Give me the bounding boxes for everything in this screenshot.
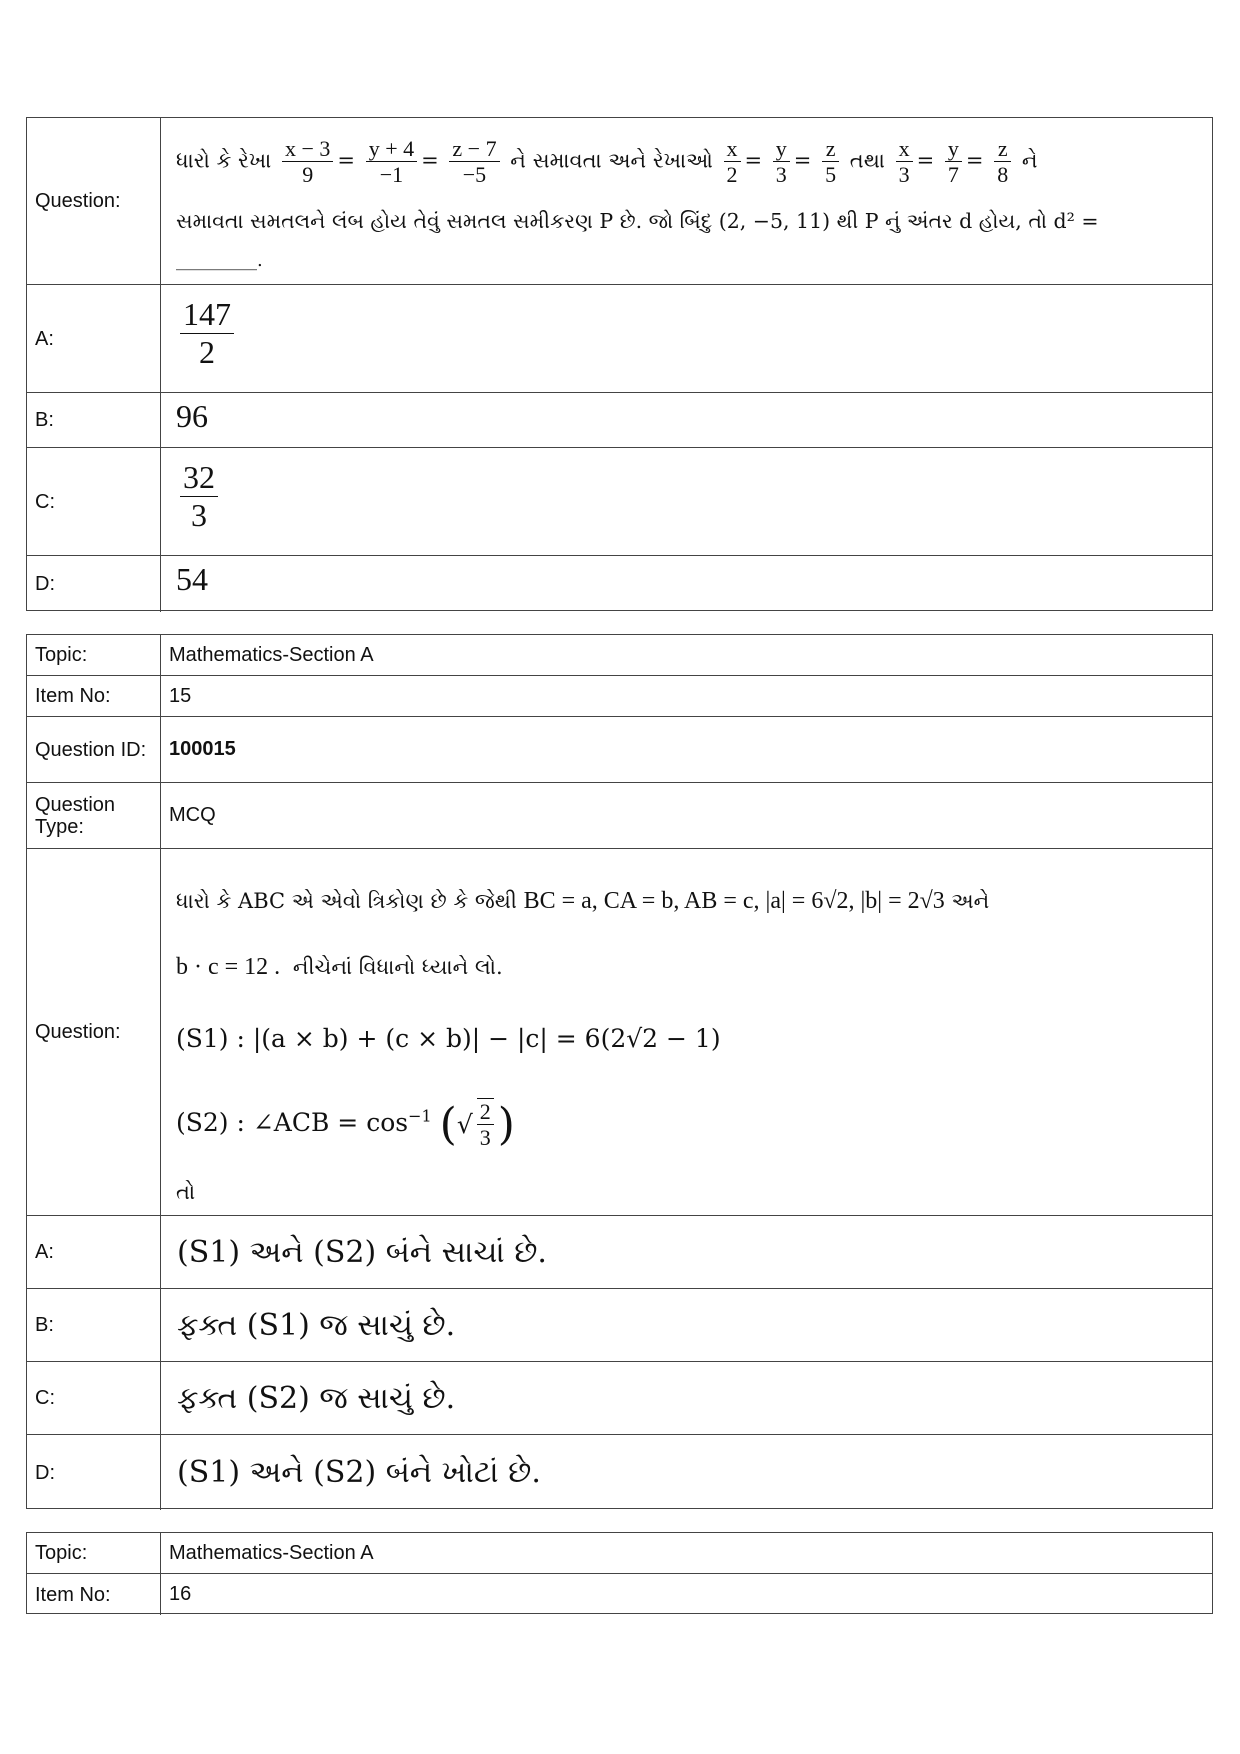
question-id-row xyxy=(27,717,1212,783)
q15-line1-text: ધારો કે ABC એ એવો ત્રિકોણ છે કે જેથી xyxy=(176,889,517,913)
topic-value: Mathematics-Section A xyxy=(169,1541,374,1564)
option-label-c: C: xyxy=(27,1362,161,1434)
option-label-b: B: xyxy=(27,1289,161,1361)
q15-line2-math: b · c = 12 . xyxy=(176,954,281,980)
option-label-d: D: xyxy=(27,556,161,612)
q15-question-line2 xyxy=(176,954,503,981)
question-label: Question: xyxy=(27,118,161,284)
option-label-d: D: xyxy=(27,1435,161,1510)
q14-option-a-value: $\frac{147}{2}$ xyxy=(176,296,238,371)
q15-line1-math: BC = a, CA = b, AB = c, |a| = 6√2, |b| = 2√3 xyxy=(523,888,945,914)
question-type-label: Question Type: xyxy=(27,783,161,848)
q15-statement-s2: (S2) : ∠ACB = $\cos^{-1}$ (√ $\frac{2}{3}$ ) xyxy=(176,1098,515,1151)
s2-fraction: $\frac{2}{3}$ xyxy=(477,1098,494,1151)
q14-fraction-1: $\frac{x - 3}{9}$ xyxy=(282,136,333,188)
q14-fraction-h3: $\frac{z}{8}$ xyxy=(994,136,1011,188)
item-value: 15 xyxy=(169,684,192,707)
q14-question-line2: સમાવતા સમતલને લંબ હોય તેવું સમતલ સમીકરણ P છે. જો બિંદુ (2, −5, 11) થી P નું અંતર d હોય, તો d² = xyxy=(176,209,1099,233)
q14-fraction-g3: $\frac{z}{5}$ xyxy=(822,136,839,188)
question-label: Question: xyxy=(27,849,161,1215)
option-value-a: (S1) અને (S2) બંને સાચાં છે. xyxy=(177,1234,547,1270)
q14-text-and: તથા xyxy=(849,148,885,173)
topic-value: Mathematics-Section A xyxy=(169,643,374,666)
item-value: 16 xyxy=(169,1583,192,1605)
q15-statement-s1: (S1) : |(a × b) + (c × b)| − |c| = 6(2√2 − 1) xyxy=(176,1024,721,1053)
q14-fraction-h2: $\frac{y}{7}$ xyxy=(945,136,962,188)
option-label-c: C: xyxy=(27,448,161,555)
option-row-c xyxy=(27,1362,1212,1435)
question-block-15 xyxy=(26,634,1213,1509)
item-label: Item No: xyxy=(27,1574,161,1615)
q14-option-d-value: 54 xyxy=(176,561,208,597)
option-label-b: B: xyxy=(27,393,161,447)
q14-fraction-2: $\frac{y + 4}{-1}$ xyxy=(366,136,417,188)
question-block-16 xyxy=(26,1532,1213,1614)
question-id-value: 100015 xyxy=(169,738,236,760)
option-row-a xyxy=(27,1216,1212,1289)
topic-row xyxy=(27,1533,1212,1574)
q14-fraction-3: $\frac{z - 7}{-5}$ xyxy=(449,136,499,188)
q14-question-line3: _________. xyxy=(176,250,263,271)
q14-fraction-h1: $\frac{x}{3}$ xyxy=(896,136,913,188)
item-row xyxy=(27,676,1212,717)
q15-question-line1 xyxy=(176,888,989,915)
item-label: Item No: xyxy=(27,676,161,716)
question-type-value: MCQ xyxy=(169,804,216,826)
q14-question-line1: ધારો કે રેખા $\frac{x - 3}{9}$ = $\frac{y + 4}{-1}$ = $\frac{z - 7}{-5}$ ને સમાવતા અને રેખાઓ $\frac{x}{2}$ = $\frac{y}{3}$ = $\frac{z}{5}$ તથા $\frac{x}{3}$ = $\frac{y}{7}$ = $\frac{z}{8}$ ને xyxy=(176,136,1038,188)
q14-fraction-g2: $\frac{y}{3}$ xyxy=(773,136,790,188)
option-value-c: ફક્ત (S2) જ સાચું છે. xyxy=(177,1380,456,1416)
option-value-b: ફક્ત (S1) જ સાચું છે. xyxy=(177,1307,456,1343)
question-type-row xyxy=(27,783,1212,849)
question-id-label: Question ID: xyxy=(27,717,161,782)
q15-line2-text: નીચેનાં વિધાનો ધ્યાને લો. xyxy=(292,955,503,979)
item-row xyxy=(27,1574,1212,1615)
q15-then: તો xyxy=(176,1180,196,1204)
option-value-d: (S1) અને (S2) બંને ખોટાં છે. xyxy=(177,1455,541,1490)
option-label-a: A: xyxy=(27,1216,161,1288)
q14-option-c-value: $\frac{32}{3}$ xyxy=(176,459,222,534)
option-label-a: A: xyxy=(27,285,161,392)
q14-option-b-value: 96 xyxy=(176,398,208,434)
q14-fraction-g1: $\frac{x}{2}$ xyxy=(724,136,741,188)
topic-row xyxy=(27,635,1212,676)
q14-text-a: ધારો કે રેખા xyxy=(176,148,272,173)
option-row-b xyxy=(27,1289,1212,1362)
option-row-d xyxy=(27,1435,1212,1510)
q15-line1-end: અને xyxy=(951,889,990,913)
topic-label: Topic: xyxy=(27,635,161,675)
topic-label: Topic: xyxy=(27,1533,161,1573)
q14-text-end: ને xyxy=(1021,148,1038,173)
q14-text-b: ને સમાવતા અને રેખાઓ xyxy=(510,148,713,173)
s2-paren: ( xyxy=(439,1098,457,1150)
